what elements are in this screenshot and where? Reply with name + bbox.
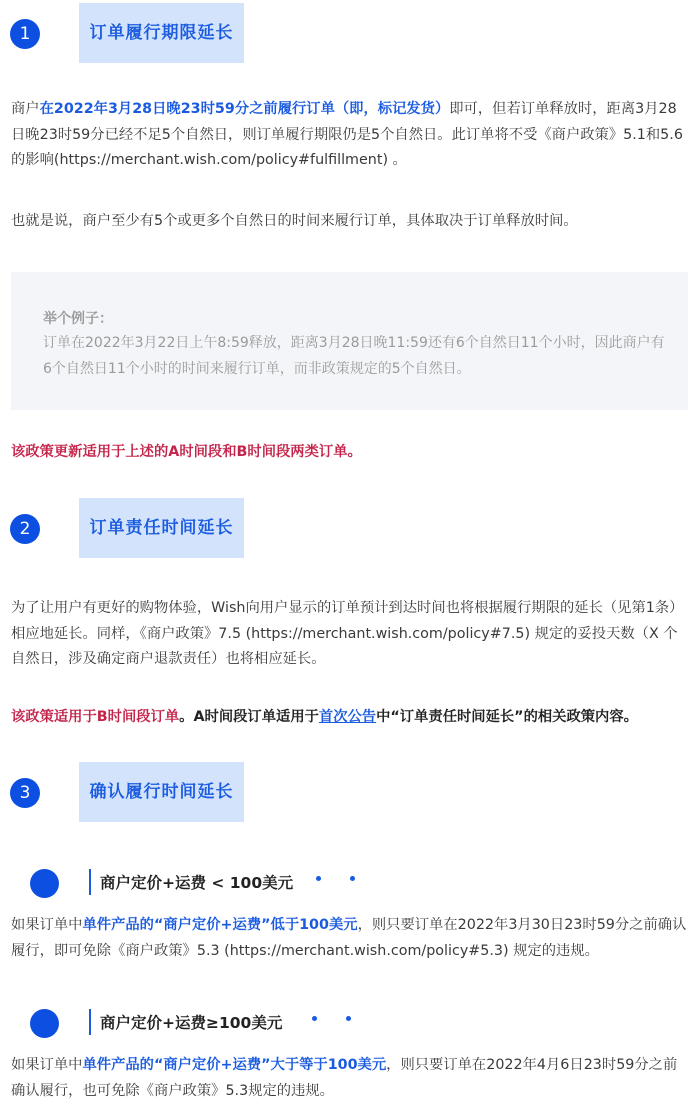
paragraph <box>11 913 689 964</box>
paragraph <box>11 1053 689 1102</box>
divider-bar <box>89 869 91 895</box>
decor-dot <box>346 1016 351 1021</box>
text: 商户 <box>11 101 40 117</box>
text: ，则只要订单在2022年4月6日23时59分之前确认履行，也可免除《商户政策》5.3规定的违规。 <box>11 1057 678 1099</box>
section-number-badge: 3 <box>10 778 40 808</box>
first-announcement-link[interactable]: 首次公告 <box>318 709 377 725</box>
section-title: 订单责任时间延长 <box>79 498 244 558</box>
text: 如果订单中 <box>11 1057 83 1073</box>
text: 。A时间段订单适用于 <box>179 709 319 725</box>
policy-note <box>11 705 689 731</box>
section-title: 订单履行期限延长 <box>79 3 244 63</box>
subsection-label: 商户定价+运费≥100美元 <box>100 1014 283 1032</box>
example-title: 举个例子： <box>43 311 113 327</box>
bullet-dot <box>30 869 59 898</box>
section-1-header <box>10 3 270 65</box>
text: 中“订单责任时间延长”的相关政策内容。 <box>376 709 638 725</box>
subsection-2-header <box>30 1009 430 1039</box>
text: 如果订单中 <box>11 917 83 933</box>
section-number-badge: 1 <box>10 19 40 49</box>
example-text: 订单在2022年3月22日上午8:59释放，距离3月28日晚11:59还有6个自然日11个小时，因此商户有6个自然日11个小时的时间来履行订单，而非政策规定的5个自然日。 <box>43 335 665 377</box>
red-note: 该政策适用于B时间段订单 <box>11 709 180 725</box>
bullet-dot <box>30 1009 59 1038</box>
highlight-text: 单件产品的“商户定价+运费”低于100美元 <box>82 917 358 933</box>
paragraph: 也就是说，商户至少有5个或更多个自然日的时间来履行订单，具体取决于订单释放时间。 <box>11 213 578 229</box>
example-box <box>11 272 688 410</box>
text: ，则只要订单在2022年3月30日23时59分之前确认履行，即可免除《商户政策》5.3 (https://merchant.wish.com/policy#5.3) 规定的违规。 <box>11 917 687 959</box>
section-number-badge: 2 <box>10 514 40 544</box>
paragraph <box>11 97 689 174</box>
section-title: 确认履行时间延长 <box>79 762 244 822</box>
section-3-header <box>10 762 270 824</box>
highlight-text: 单件产品的“商户定价+运费”大于等于100美元 <box>82 1057 387 1073</box>
paragraph: 为了让用户有更好的购物体验，Wish向用户显示的订单预计到达时间也将根据履行期限的延长（见第1条）相应地延长。同样，《商户政策》7.5 (https://merchant.wish.com/policy#7.5) 规定的妥投天数（X 个自然日，涉及确定商户退款责任）也将相应延长。 <box>11 600 684 667</box>
decor-dot <box>312 1016 317 1021</box>
divider-bar <box>89 1009 91 1035</box>
subsection-1-header <box>30 869 430 899</box>
section-2-header <box>10 498 270 560</box>
decor-dot <box>350 876 355 881</box>
text: 即可，但若订单释放时，距离3月28日晚23时59分已经不足5个自然日，则订单履行期限仍是5个自然日。此订单将不受《商户政策》5.1和5.6的影响(https://merchant.wish.com/policy#fulfillment) 。 <box>11 101 683 168</box>
highlight-text: 在2022年3月28日晚23时59分之前履行订单（即，标记发货） <box>39 101 450 117</box>
subsection-label: 商户定价+运费 < 100美元 <box>100 874 294 892</box>
policy-note: 该政策更新适用于上述的A时间段和B时间段两类订单。 <box>11 444 362 460</box>
decor-dot <box>316 876 321 881</box>
